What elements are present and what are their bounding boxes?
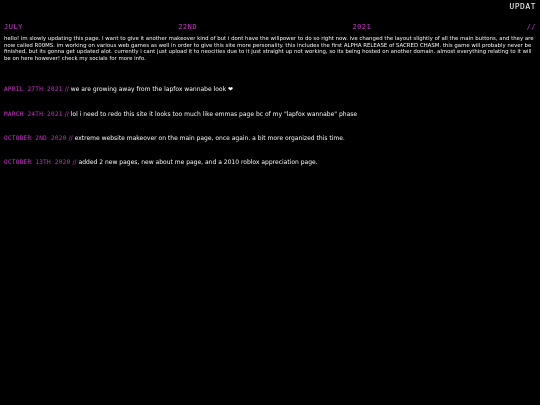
update-entry (4, 159, 536, 166)
entry-date: OCTOBER 13TH 2020 (4, 159, 71, 166)
entry-text: extreme website makeover on the main page, once again. a bit more organized this time. (74, 135, 345, 142)
date-month: JULY (4, 23, 23, 31)
update-entry (4, 111, 536, 118)
entry-separator: // (72, 159, 77, 166)
page-title: UPDAT (509, 2, 536, 11)
update-intro-text: hello! im slowly updating this page. I want to give it another makeover kind of but i dont have the willpower to do so right now. ive changed the layout slightly of all the main buttons, and they are now called R00MS. im working on various web games as well in order to give this site more personality. this includes the first ALPHA RELEASE of SACRED CHASM. this game will probably never be finished, but its gonna get updated alot. currently i cant just upload it to neocities due to it just straight up not working, so its being hosted on another domain. almost everything relating to it will be on here however! check my socials for more info. (4, 36, 534, 62)
entry-date: APRIL 27TH 2021 (4, 86, 63, 93)
entry-date: MARCH 24TH 2021 (4, 111, 63, 118)
entry-date: OCTOBER 2ND 2020 (4, 135, 67, 142)
entry-separator: // (68, 135, 73, 142)
date-year: 2021 (352, 23, 372, 31)
entry-text: lol i need to redo this site it looks too much like emmas page bc of my "lapfox wannabe" phase (70, 111, 358, 118)
entry-separator: // (64, 111, 69, 118)
latest-update-date (4, 23, 536, 31)
entry-text: added 2 new pages, new about me page, and a 2010 roblox appreciation page. (78, 159, 318, 166)
date-day: 22ND (178, 23, 198, 31)
update-entry (4, 135, 536, 142)
entry-separator: // (64, 86, 69, 93)
date-separator: // (526, 23, 536, 31)
update-entry (4, 86, 536, 93)
entry-text: we are growing away from the lapfox wannabe look ❤ (70, 86, 234, 93)
